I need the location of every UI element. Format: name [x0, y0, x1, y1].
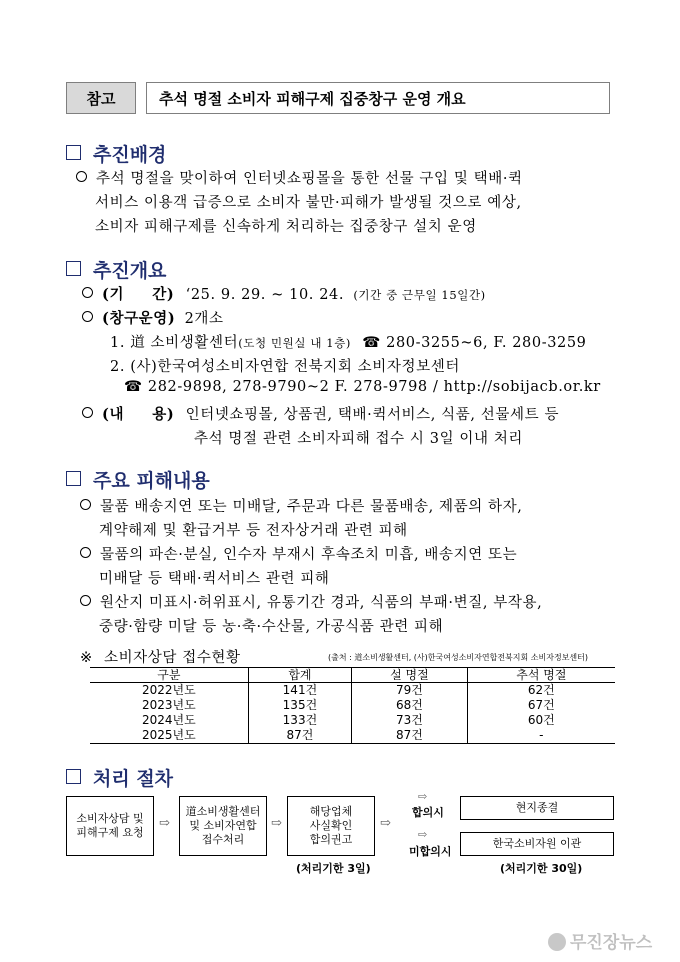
table-header-row [90, 668, 615, 683]
arrow-right-icon: ⇨ [380, 816, 391, 831]
table-cell: 68건 [352, 698, 467, 713]
table-row [90, 698, 615, 713]
background-line-2: 서비스 이용객 급증으로 소비자 불만·피해가 발생될 것으로 예상, [95, 195, 522, 211]
table-cell: 67건 [467, 698, 615, 713]
document-title: 추석 명절 소비자 피해구제 집중창구 운영 개요 [146, 82, 610, 114]
stats-source: (출처 : 道소비생활센터, (사)한국여성소비자연합전북지회 소비자정보센터) [328, 653, 589, 662]
stats-title: ※ 소비자상담 접수현황 [80, 650, 241, 666]
section-damage-title: 주요 피해내용 [66, 466, 210, 493]
deadline-3-days: (처리기한 3일) [296, 862, 371, 875]
section-overview-title: 추진개요 [66, 256, 166, 283]
damage-item-3: 원산지 미표시·허위표시, 유통기간 경과, 식품의 부패·변질, 부작용, [80, 591, 542, 612]
reference-tag: 참고 [66, 82, 136, 114]
table-cell: 60건 [467, 713, 615, 728]
table-cell: 141건 [248, 683, 352, 699]
col-header: 추석 명절 [467, 668, 615, 683]
damage-item-2-line-2: 미배달 등 택배·퀵서비스 관련 피해 [99, 571, 330, 587]
table-cell: 2024년도 [141, 713, 196, 727]
deadline-30-days: (처리기한 30일) [500, 862, 583, 875]
checkbox-square-icon [66, 471, 81, 486]
table-row [90, 713, 615, 728]
result-agree: 현지종결 [460, 796, 614, 820]
table-cell: 2025년도 [90, 728, 248, 744]
col-header: 구분 [90, 668, 248, 683]
damage-item-2: 물품의 파손·분실, 인수자 부재시 후속조치 미흡, 배송지연 또는 [80, 543, 517, 564]
section-procedure-title: 처리 절차 [66, 764, 173, 791]
circle-bullet-icon [82, 311, 93, 322]
overview-window-2-contact: ☎ 282-9898, 278-9790~2 F. 278-9798 / http://sobijacb.or.kr [124, 379, 601, 395]
table-cell: 79건 [352, 683, 467, 699]
overview-window: (창구운영) 2개소 [82, 307, 224, 328]
result-disagree: 한국소비자원 이관 [460, 832, 614, 856]
table-cell: 2022년도 [141, 683, 196, 697]
circle-bullet-icon [80, 547, 91, 558]
phone-icon: ☎ [362, 335, 381, 351]
agree-label: 합의시 [412, 806, 444, 819]
circle-bullet-icon [82, 407, 93, 418]
section-background-title: 추진배경 [66, 140, 166, 167]
arrow-right-icon: ⇨ [418, 828, 428, 841]
damage-item-3-line-2: 중량·함량 미달 등 농·축·수산물, 가공식품 관련 피해 [99, 619, 444, 635]
flow-step-reception: 道소비생활센터 및 소비자연합 접수처리 [179, 796, 267, 856]
flow-step-mediation: 해당업체 사실확인 합의권고 [287, 796, 375, 856]
table-cell: 62건 [467, 683, 615, 699]
table-cell: 135건 [248, 698, 352, 713]
disagree-label: 미합의시 [409, 845, 452, 858]
damage-item-1: 물품 배송지연 또는 미배달, 주문과 다른 물품배송, 제품의 하자, [80, 495, 522, 516]
col-header: 설 명절 [352, 668, 467, 683]
overview-period: (기 간) ‘25. 9. 29. ~ 10. 24. (기간 중 근무일 15일간) [82, 283, 486, 304]
background-line-1: 추석 명절을 맞이하여 인터넷쇼핑몰을 통한 선물 구입 및 택배·퀵 [76, 167, 523, 188]
circle-bullet-icon [80, 499, 91, 510]
arrow-right-icon: ⇨ [418, 790, 428, 803]
background-line-3: 소비자 피해구제를 신속하게 처리하는 집중창구 설치 운영 [95, 219, 477, 235]
circle-bullet-icon [76, 171, 87, 182]
overview-content-line-2: 추석 명절 관련 소비자피해 접수 시 3일 이내 처리 [194, 431, 524, 447]
flow-step-request: 소비자상담 및 피해구제 요청 [66, 796, 154, 856]
reference-mark: ※ [80, 650, 93, 666]
watermark-logo-icon [548, 933, 566, 951]
table-cell: - [467, 728, 615, 744]
arrow-right-icon: ⇨ [159, 816, 170, 831]
checkbox-square-icon [66, 769, 81, 784]
table-cell: 133건 [248, 713, 352, 728]
circle-bullet-icon [82, 287, 93, 298]
stats-table [90, 667, 615, 744]
overview-window-1: 1. 道 소비생활센터(도청 민원실 내 1층) ☎ 280-3255~6, F. 280-3259 [110, 335, 587, 351]
checkbox-square-icon [66, 145, 81, 160]
table-cell: 2023년도 [141, 698, 196, 712]
circle-bullet-icon [80, 595, 91, 606]
damage-item-1-line-2: 계약해제 및 환급거부 등 전자상거래 관련 피해 [99, 523, 408, 539]
table-cell: 87건 [352, 728, 467, 744]
col-header: 합계 [248, 668, 352, 683]
table-cell: 73건 [352, 713, 467, 728]
arrow-right-icon: ⇨ [271, 816, 282, 831]
checkbox-square-icon [66, 261, 81, 276]
table-cell: 87건 [248, 728, 352, 744]
phone-icon: ☎ [124, 379, 143, 395]
table-row [90, 683, 615, 699]
overview-content: (내 용) 인터넷쇼핑몰, 상품권, 택배·퀵서비스, 식품, 선물세트 등 [82, 403, 559, 424]
overview-window-2: 2. (사)한국여성소비자연합 전북지회 소비자정보센터 [110, 359, 460, 375]
table-row [90, 728, 615, 744]
watermark: 무진장뉴스 [548, 928, 652, 953]
